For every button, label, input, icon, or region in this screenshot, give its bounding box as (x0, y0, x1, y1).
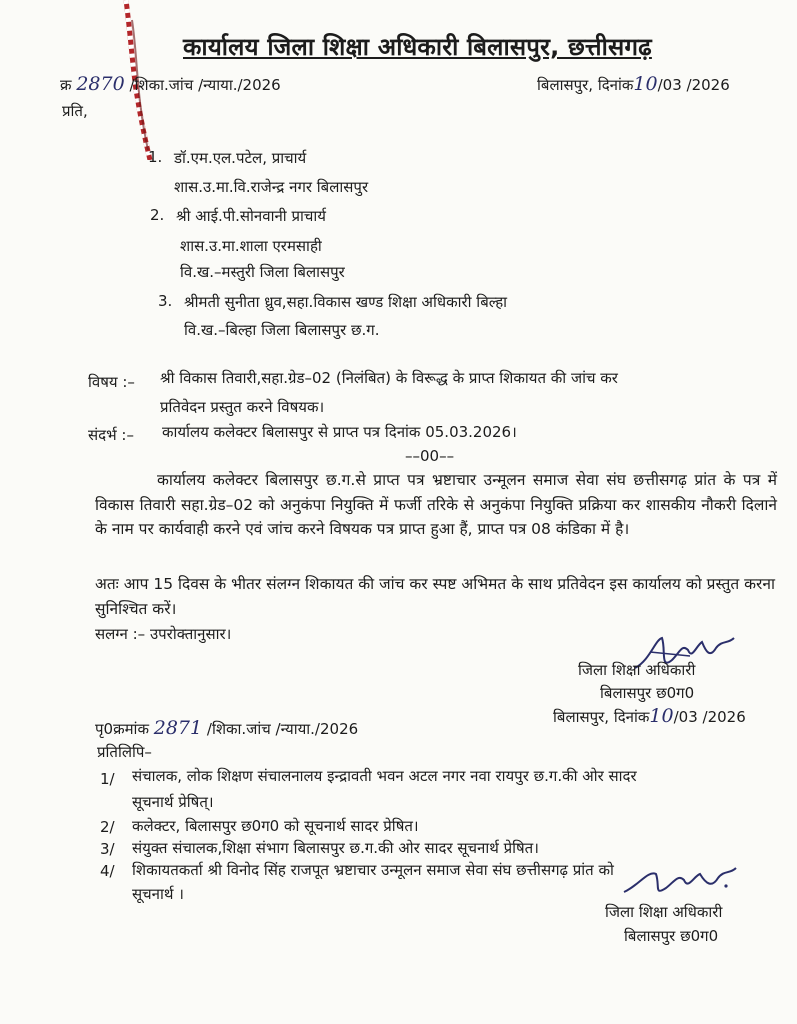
reference-label: संदर्भ :– (88, 426, 134, 444)
body-paragraph-2-text: अतः आप 15 दिवस के भीतर संलग्न शिकायत की जांच कर स्पष्ट अभिमत के साथ प्रतिवेदन इस कार्यालय को प्रस्तुत करना सुनिश्चित करें। (95, 575, 775, 618)
signature-2-place: बिलासपुर छ0ग0 (624, 927, 719, 945)
recipient-1-line-2: शास.उ.मा.वि.राजेन्द्र नगर बिलासपुर (174, 178, 369, 196)
copy-1-line-1: संचालक, लोक शिक्षण संचालनालय इन्द्रावती भवन अटल नगर नवा रायपुर छ.ग.की ओर सादर (132, 767, 637, 785)
place-date-prefix: बिलासपुर, दिनांक (537, 76, 634, 94)
ref-number-handwritten: 2870 (76, 73, 125, 95)
copy-4-number: 4/ (100, 862, 115, 880)
endorsement-place-date-prefix: बिलासपुर, दिनांक (553, 708, 650, 726)
endorsement-ref-number (95, 717, 358, 739)
recipient-3-line-2: वि.ख.–बिल्हा जिला बिलासपुर छ.ग. (184, 321, 380, 339)
signature-1-place: बिलासपुर छ0ग0 (600, 684, 695, 702)
copy-label: प्रतिलिपि– (97, 743, 152, 761)
recipient-2-line-2: शास.उ.मा.शाला एरमसाही (180, 237, 322, 255)
enclosure-line: सलग्न :– उपरोक्तानुसार। (95, 625, 232, 643)
letter-place-date (537, 73, 730, 95)
signature-1-designation: जिला शिक्षा अधिकारी (578, 661, 696, 679)
endorsement-place-date (553, 705, 746, 727)
recipient-3-number: 3. (158, 292, 173, 310)
subject-label: विषय :– (88, 373, 135, 391)
recipient-1-number: 1. (148, 148, 163, 166)
subject-line-1: श्री विकास तिवारी,सहा.ग्रेड–02 (निलंबित) के विरूद्ध के प्राप्त शिकायत की जांच कर (160, 369, 618, 387)
office-title: कार्यालय जिला शिक्षा अधिकारी बिलासपुर, छत्तीसगढ़ (183, 33, 652, 61)
recipient-2-number: 2. (150, 206, 165, 224)
recipient-2-line-3: वि.ख.–मस्तुरी जिला बिलासपुर (180, 263, 345, 281)
copy-1-line-2: सूचनार्थ प्रेषित्। (132, 793, 214, 811)
endorsement-date-rest: /03 /2026 (673, 708, 746, 726)
date-rest: /03 /2026 (657, 76, 730, 94)
copy-4-line-1: शिकायतकर्ता श्री विनोद सिंह राजपूत भ्रष्टाचार उन्मूलन समाज सेवा संघ छत्तीसगढ़ प्रांत को (132, 861, 614, 879)
letter-ref-number (60, 73, 281, 95)
copy-1-number: 1/ (100, 770, 115, 788)
ref-suffix: /शिका.जांच /न्याया./2026 (129, 76, 281, 94)
endorsement-ref-number-handwritten: 2871 (153, 717, 203, 739)
body-paragraph-1 (95, 468, 777, 542)
copy-4-line-2: सूचनार्थ । (132, 885, 184, 903)
signature-2-scribble (620, 864, 740, 904)
divider-mark: ––00–– (405, 447, 455, 465)
recipient-1-line-1: डॉ.एम.एल.पटेल, प्राचार्य (174, 149, 307, 167)
body-paragraph-2 (95, 572, 775, 621)
copy-2-line-1: कलेक्टर, बिलासपुर छ0ग0 को सूचनार्थ सादर प्रेषित। (132, 817, 419, 835)
recipient-3-line-1: श्रीमती सुनीता ध्रुव,सहा.विकास खण्ड शिक्षा अधिकारी बिल्हा (184, 293, 508, 311)
signature-2-designation: जिला शिक्षा अधिकारी (605, 903, 723, 921)
endorsement-ref-suffix: /शिका.जांच /न्याया./2026 (206, 720, 359, 738)
body-paragraph-1-text: कार्यालय कलेक्टर बिलासपुर छ.ग.से प्राप्त पत्र भ्रष्टाचार उन्मूलन समाज सेवा संघ छत्तीसगढ़ प्रांत के पत्र में विकास तिवारी सहा.ग्रेड–02 को अनुकंपा नियुक्ति में फर्जी तरिके से अनुकंपा नियुक्ति प्रक्रिया कर शासकीय नौकरी दिलाने के नाम पर कार्यवाही करने एवं जांच करने विषयक पत्र प्राप्त हुआ हैं, प्राप्त पत्र 08 कंडिका में है। (95, 471, 777, 538)
endorsement-date-day-handwritten: 10 (649, 705, 674, 727)
ref-prefix: क्र (60, 76, 72, 94)
copy-3-number: 3/ (100, 840, 115, 858)
reference-text: कार्यालय कलेक्टर बिलासपुर से प्राप्त पत्र दिनांक 05.03.2026। (162, 423, 517, 441)
copy-2-number: 2/ (100, 818, 115, 836)
prati-label: प्रति, (62, 102, 88, 120)
subject-line-2: प्रतिवेदन प्रस्तुत करने विषयक। (160, 398, 325, 416)
date-day-handwritten: 10 (633, 73, 658, 95)
recipient-2-line-1: श्री आई.पी.सोनवानी प्राचार्य (176, 207, 326, 225)
copy-3-line-1: संयुक्त संचालक,शिक्षा संभाग बिलासपुर छ.ग.की ओर सादर सूचनार्थ प्रेषित। (132, 839, 539, 857)
endorsement-ref-prefix: पृ0क्रमांक (95, 720, 149, 738)
